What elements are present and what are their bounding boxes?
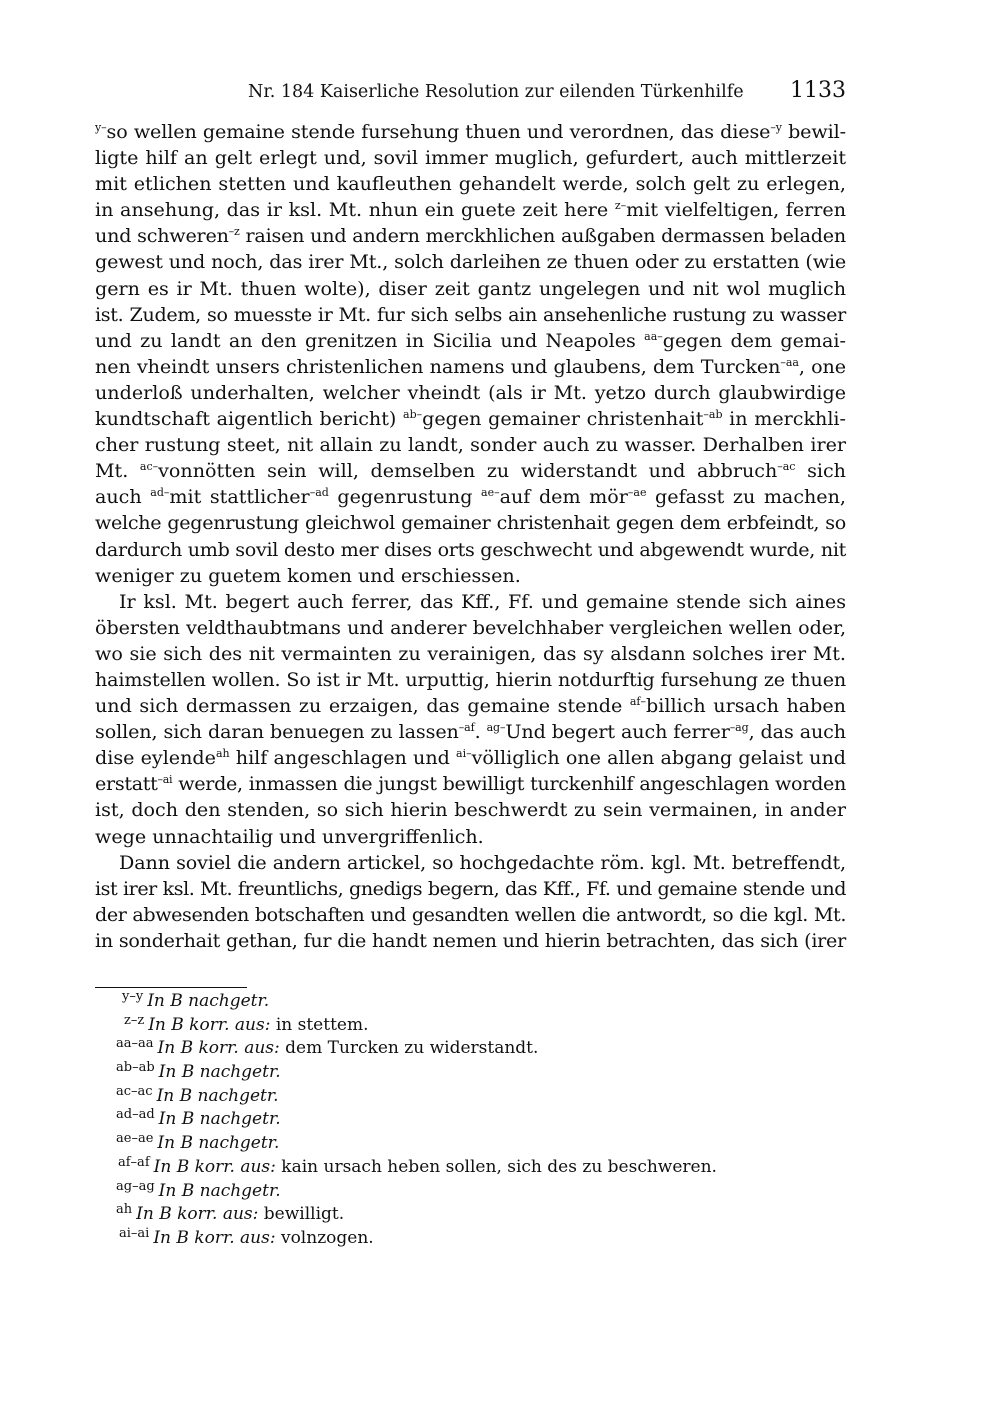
editorial-note: In B korr. aus: [136,1204,259,1225]
editorial-note: In B nachgetr. [158,1180,281,1201]
text-line: Mt. $^{ac-}$vonnötten sein will, demselben zu widerstandt und abbruch$^{-ac}$ sich [95,459,846,483]
footnote-marker: –ae [627,486,647,500]
footnote: ab–ab In B nachgetr. [116,1060,281,1083]
footnote-marker: y– [95,121,107,134]
editorial-note: In B korr. aus: [153,1156,276,1177]
editorial-note: In B nachgetr. [147,991,270,1011]
text-line: erstatt$^{-ai}$ werde, inmassen die jungst bewilligt turckenhilf angeschlagen worden [95,772,846,796]
text-line: ist, doch den stenden, so sich hierin beschwerdt zu sein vermainen, in ander [95,798,846,822]
footnote: y–y In B nachgetr. [122,989,270,1011]
footnote-text: volnzogen. [275,1227,374,1248]
text-line: nen vheindt unsers christenlichen namens und glaubens, dem Turcken$^{-aa}$, one [95,354,847,378]
text-line: und sich dermassen zu erzaigen, das gemaine stende $^{af-}$billich ursach haben [95,694,846,718]
footnote-marker: –ac [777,460,796,474]
footnote: ag–ag In B nachgetr. [116,1178,281,1201]
text-line: wo sie sich des nit vermainten zu verainigen, das sy alsdann solches irer Mt. [95,641,846,665]
editorial-note: In B korr. aus: [157,1038,280,1059]
footnote-marker: af– [629,695,647,709]
footnote-marker: ag– [486,721,506,735]
page-number: 1133 [790,78,846,103]
footnote-marker: ad– [150,486,170,500]
text-line: der abwesenden botschaften und gesandten wellen die antwordt, so die kgl. Mt. [95,902,846,926]
text-line: $^{y-}$so wellen gemaine stende fursehung thuen und verordnen, das diese$^{-y}$ bewil- [95,120,846,143]
footnote-divider [95,987,247,988]
footnote: ae–ae In B nachgetr. [116,1131,280,1154]
text-line: ist irer ksl. Mt. freuntlichs, gnedigs begern, das Kff., Ff. und gemaine stende und [95,876,846,900]
text-line: und schweren$^{-z}$ raisen und andern merckhlichen außgaben dermassen beladen [95,224,846,248]
footnote-marker: –ad [309,486,329,500]
text-line: sollen, sich daran benuegen zu lassen$^{-af}$. $^{ag-}$Und begert auch ferrer$^{-ag}$, das auch [95,720,846,744]
text-line: ligte hilf an gelt erlegt und, sovil immer muglich, gefurdert, auch mittlerzeit [95,146,846,170]
footnote: z–z In B korr. aus: in stettem. [124,1012,369,1035]
footnote: ah In B korr. aus: bewilligt. [116,1202,345,1225]
text-line: öbersten veldthaubtmans und anderer bevelchhaber vergleichen wellen oder, [95,615,846,639]
main-text [95,119,846,954]
footnote-marker: –ag [729,721,749,735]
footnote-text: dem Turcken zu widerstandt. [279,1038,539,1059]
text-line: kundtschaft aigentlich bericht) $^{ab-}$gegen gemainer christenhait$^{-ab}$ in merckhli- [95,407,846,431]
text-line: haimstellen wollen. So ist ir Mt. urputtig, hierin notdurftig fursehung ze thuen [95,667,846,691]
footnote-marker: aa– [644,329,663,343]
footnotes [95,990,846,1251]
footnote-marker: ae– [481,486,500,500]
footnote-marker: ai– [456,747,472,761]
footnote-marker: –ab [703,408,723,422]
text-line: gewest und noch, das irer Mt., solch darleihen ze thuen oder zu erstatten (wie [95,250,846,274]
text-line: dise eylende$^{ah}$ hilf angeschlagen und $^{ai-}$völliglich one allen abgang gelaist und [95,746,846,770]
text-line: gern es ir Mt. thuen wolte), diser zeit gantz ungelegen und nit wol muglich [95,276,846,300]
editorial-note: In B nachgetr. [157,1133,280,1154]
footnote-text: bewilligt. [258,1204,345,1225]
footnote-marker: –af [458,721,475,735]
footnote: aa–aa In B korr. aus: dem Turcken zu widerstandt. [116,1036,539,1059]
footnote-marker: z– [614,199,627,213]
editorial-note: In B nachgetr. [158,1109,281,1130]
footnote-marker: –y [770,121,782,134]
text-line: mit etlichen stetten und kaufleuthen gehandelt werde, solch gelt zu erlegen, [95,172,846,196]
running-title: Nr. 184 Kaiserliche Resolution zur eilenden Türkenhilfe [248,82,744,102]
footnote: ac–ac In B nachgetr. [116,1083,279,1106]
text-line: wege unnachtailig und unvergriffenlich. [95,824,484,848]
footnote-marker: –z [228,225,240,239]
text-line: weniger zu guetem komen und erschiessen. [95,563,521,587]
footnote: ai–ai In B korr. aus: volnzogen. [119,1225,374,1248]
footnote-marker: ab– [403,408,423,422]
footnote-text: in stettem. [270,1014,369,1035]
footnote: af–af In B korr. aus: kain ursach heben sollen, sich des zu beschweren. [118,1154,717,1177]
text-line: in ansehung, das ir ksl. Mt. nhun ein guete zeit here $^{z-}$mit vielfeltigen, ferren [95,198,847,222]
text-line: dardurch umb sovil desto mer dises orts geschwecht und abgewendt wurde, nit [95,537,846,561]
footnote: ad–ad In B nachgetr. [116,1107,281,1130]
footnote-marker: ac– [139,460,159,474]
editorial-note: In B korr. aus: [153,1227,276,1248]
running-header [95,80,846,108]
text-line: in sonderhait gethan, fur die handt nemen und hierin betrachten, das sich (irer [95,928,846,952]
footnote-marker: ah [215,747,230,761]
footnote-marker: –aa [780,355,799,369]
text-line: underloß underhalten, welcher vheindt (als ir Mt. yetzo durch glaubwirdige [95,380,846,404]
text-line: auch $^{ad-}$mit stattlicher$^{-ad}$ gegenrustung $^{ae-}$auf dem mör$^{-ae}$ gefasst zu machen, [95,485,846,509]
paragraph-start: Dann soviel die andern artickel, so hochgedachte röm. kgl. Mt. betreffendt, [119,850,846,874]
editorial-note: In B korr. aus: [148,1014,271,1035]
text-line: cher rustung steet, nit allain zu landt, sonder auch zu wasser. Derhalben irer [95,433,846,457]
footnote-text: kain ursach heben sollen, sich des zu beschweren. [275,1156,717,1177]
footnote-marker: –ai [157,773,173,787]
text-line: und zu landt an den grenitzen in Sicilia und Neapoles $^{aa-}$gegen dem gemai- [95,328,846,352]
editorial-note: In B nachgetr. [158,1062,281,1083]
text-line: ist. Zudem, so muesste ir Mt. fur sich selbs ain ansehenliche rustung zu wasser [95,302,846,326]
paragraph-start: Ir ksl. Mt. begert auch ferrer, das Kff., Ff. und gemaine stende sich aines [119,589,846,613]
text-line: welche gegenrustung gleichwol gemainer christenhait gegen dem erbfeindt, so [95,511,846,535]
editorial-note: In B nachgetr. [156,1085,279,1106]
